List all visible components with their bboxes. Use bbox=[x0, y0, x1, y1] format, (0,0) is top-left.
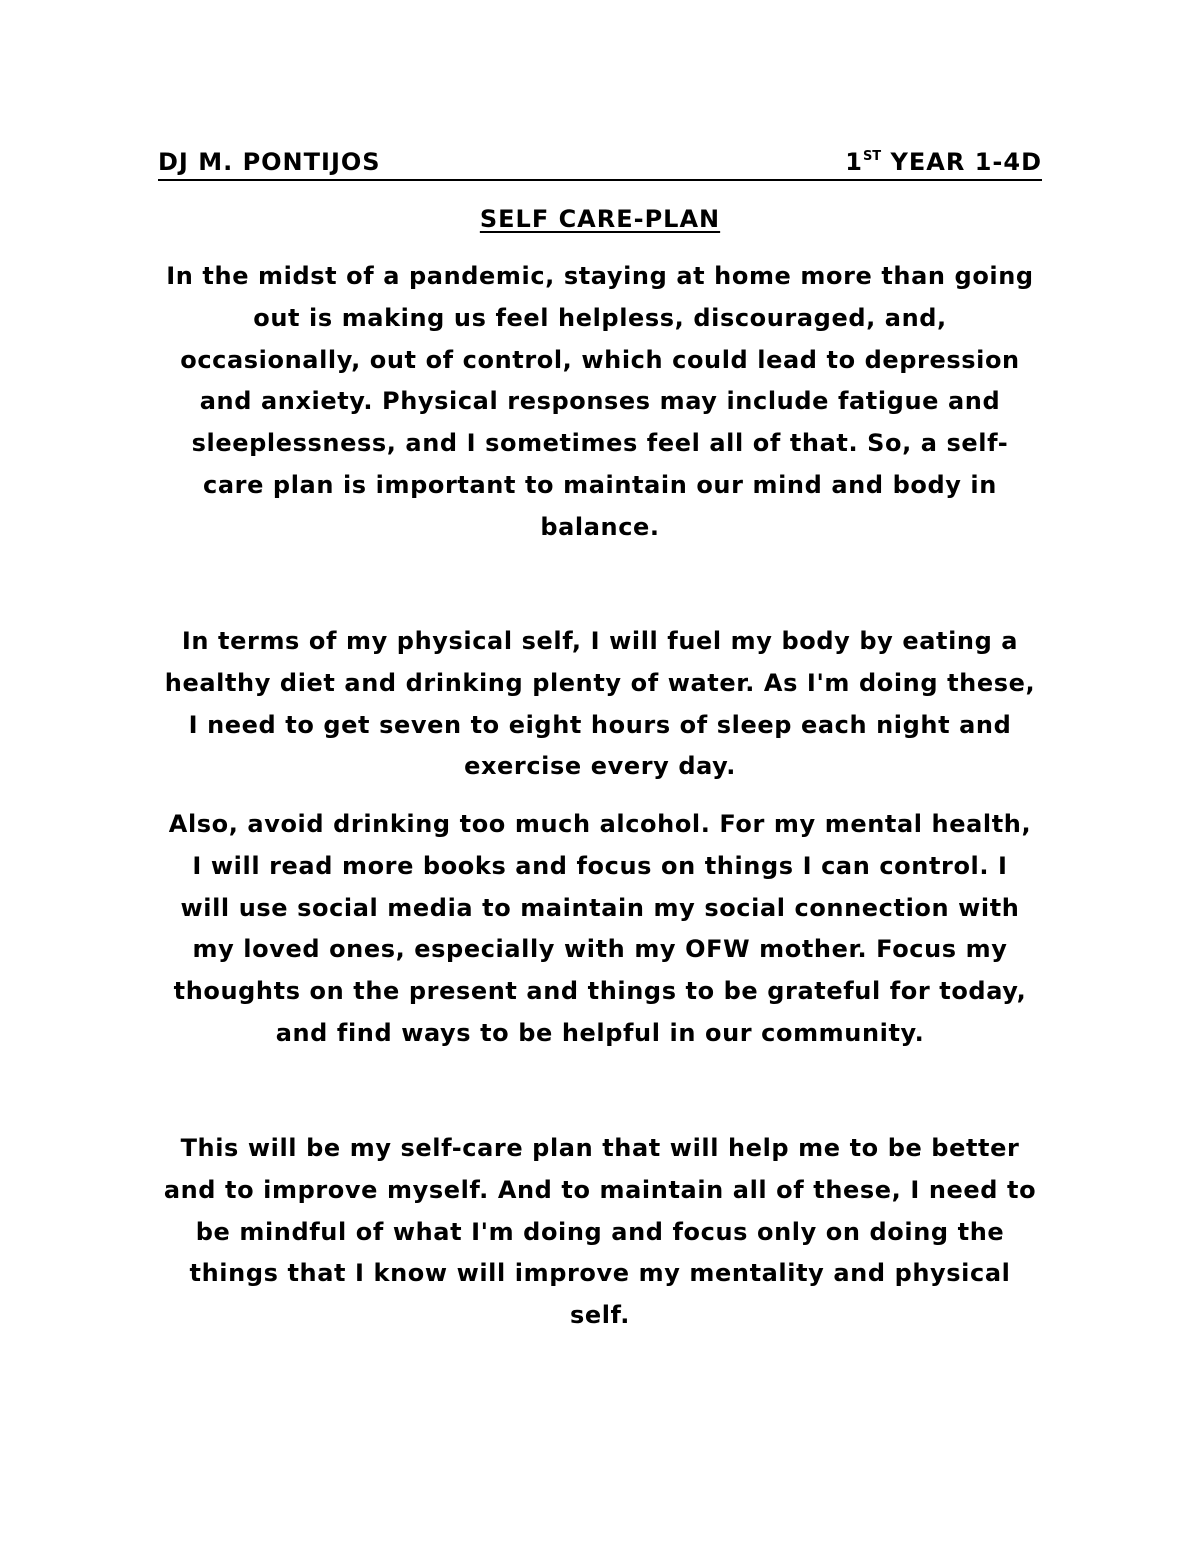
paragraph-line: I need to get seven to eight hours of sleep each night and bbox=[188, 710, 1012, 739]
paragraph-line: exercise every day. bbox=[464, 752, 736, 781]
paragraph-line: and to improve myself. And to maintain all of these, I need to bbox=[163, 1175, 1037, 1204]
paragraph-line: and find ways to be helpful in our community. bbox=[275, 1018, 925, 1047]
paragraph-line: This will be my self-care plan that will help me to be better bbox=[180, 1134, 1020, 1162]
paragraph-line: things that I know will improve my mentality and physical bbox=[189, 1259, 1011, 1288]
paragraph-intro bbox=[130, 256, 1070, 549]
paragraph-line: will use social media to maintain my social connection with bbox=[180, 893, 1020, 922]
paragraph-line: sleeplessness, and I sometimes feel all of that. So, a self- bbox=[191, 429, 1009, 458]
student-name: DJ M. PONTIJOS bbox=[158, 148, 381, 176]
year-section bbox=[845, 145, 1042, 179]
paragraph-mental-health bbox=[130, 804, 1070, 1055]
paragraph-line: balance. bbox=[540, 512, 660, 541]
paragraph-line: In the midst of a pandemic, staying at home more than going bbox=[166, 262, 1034, 290]
year-number: 1 bbox=[845, 148, 863, 176]
document-title: SELF CARE-PLAN bbox=[479, 205, 721, 233]
paragraph-line: In terms of my physical self, I will fuel my body by eating a bbox=[181, 627, 1019, 655]
paragraph-line: self. bbox=[569, 1301, 631, 1330]
paragraph-line: I will read more books and focus on things I can control. I bbox=[192, 851, 1008, 880]
paragraph-line: my loved ones, especially with my OFW mother. Focus my bbox=[192, 935, 1008, 964]
paragraph-line: occasionally, out of control, which could lead to depression bbox=[180, 345, 1020, 374]
year-suffix: ST bbox=[862, 149, 882, 164]
paragraph-conclusion bbox=[130, 1128, 1070, 1337]
paragraph-line: and anxiety. Physical responses may include fatigue and bbox=[199, 387, 1001, 416]
year-rest: YEAR 1-4D bbox=[881, 148, 1042, 176]
paragraph-line: out is making us feel helpless, discouraged, and, bbox=[253, 303, 947, 332]
paragraph-line: be mindful of what I'm doing and focus only on doing the bbox=[195, 1217, 1005, 1246]
header-line bbox=[158, 145, 1042, 181]
paragraph-line: care plan is important to maintain our mind and body in bbox=[203, 470, 997, 499]
paragraph-physical-self bbox=[130, 621, 1070, 788]
paragraph-line: healthy diet and drinking plenty of water. As I'm doing these, bbox=[164, 668, 1036, 697]
paragraph-line: Also, avoid drinking too much alcohol. For my mental health, bbox=[168, 810, 1032, 838]
paragraph-line: thoughts on the present and things to be grateful for today, bbox=[173, 977, 1027, 1006]
document-title-wrapper bbox=[0, 202, 1200, 236]
